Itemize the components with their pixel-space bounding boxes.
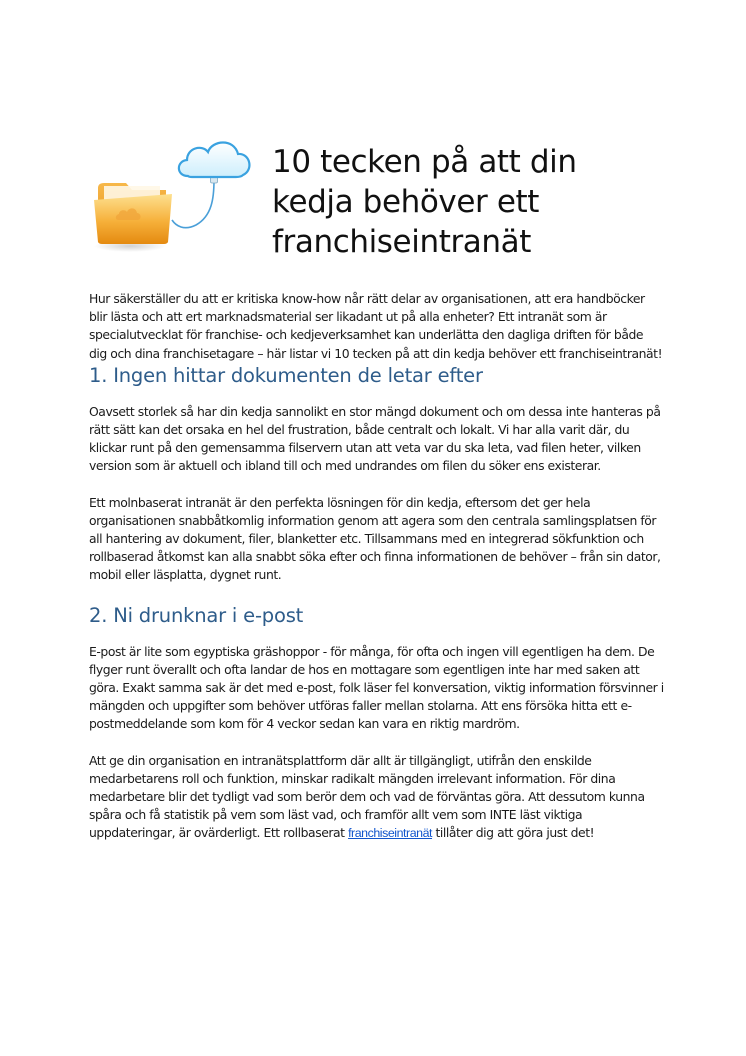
section-1-paragraph-1: Oavsett storlek så har din kedja sannolikt en stor mängd dokument och om dessa inte hanteras på rätt sätt kan det orsaka en hel del frustration, både centralt och lokalt. Vi har alla varit där, du klickar runt på den gemensamma filservern utan att veta var du ska leta, vad filen heter, vilken version som är aktuell och ibland till och med undrandes om filen du söker ens existerar.	[89, 403, 661, 474]
section-heading-1: 1. Ingen hittar dokumenten de letar efter	[89, 363, 483, 387]
cloud-icon	[179, 143, 250, 178]
folder-cloud-illustration	[88, 128, 268, 258]
section-1-paragraph-2: Ett molnbaserat intranät är den perfekta lösningen för din kedja, eftersom det ger hela organisationen snabbåtkomlig information genom att agera som den centrala samlingsplatsen för all hantering av dokument, filer, blanketter etc. Tillsammans med en integrerad sökfunktion och rollbaserad åtkomst kan alla snabbt söka efter och finna informationen de behöver – från sin dator, mobil eller läsplatta, dygnet runt.	[89, 494, 661, 583]
section-heading-2: 2. Ni drunknar i e-post	[89, 603, 304, 627]
section-2-paragraph-2	[89, 752, 664, 843]
folder-icon	[94, 183, 172, 244]
section-2-paragraph-1: E-post är lite som egyptiska gräshoppor - för många, för ofta och ingen vill egentligen ha dem. De flyger runt överallt och ofta landar de hos en mottagare som egentligen inte har med saken att göra. Exakt samma sak är det med e-post, folk läser fel konversation, viktig information försvinner i mängden och uppgifter som behöver utföras faller mellan stolarna. Att ens försöka hitta ett e-postmeddelande som kom för 4 veckor sedan kan vara en riktig mardröm.	[89, 643, 664, 732]
franchiseintranat-link[interactable]: franchiseintranät	[348, 826, 433, 841]
paragraph-text-after-link: tillåter dig att göra just det!	[432, 825, 595, 841]
paragraph-text-before-link: Att ge din organisation en intranätsplattform där allt är tillgängligt, utifrån den enskilde medarbetarens roll och funktion, minskar radikalt mängden irrelevant information. För dina medarbetare blir det tydligt vad som berör dem och vad de förväntas göra. Att dessutom kunna spåra och få statistik på vem som läst vad, och framför allt vem som INTE läst viktiga uppdateringar, är ovärderligt. Ett rollbaserat	[89, 752, 645, 841]
cable-icon	[172, 180, 214, 228]
document-body	[89, 290, 664, 843]
intro-paragraph: Hur säkerställer du att er kritiska know-how når rätt delar av organisationen, att era handböcker blir lästa och att ert marknadsmaterial ser likadant ut på alla enheter? Ett intranät som är specialutvecklat för franchise- och kedjeverksamhet kan underlätta den dagliga driften för både dig och dina franchisetagare – här listar vi 10 tecken på att din kedja behöver ett franchiseintranät!	[89, 291, 663, 361]
document-title: 10 tecken på att din kedja behöver ett franchiseintranät	[272, 144, 577, 260]
